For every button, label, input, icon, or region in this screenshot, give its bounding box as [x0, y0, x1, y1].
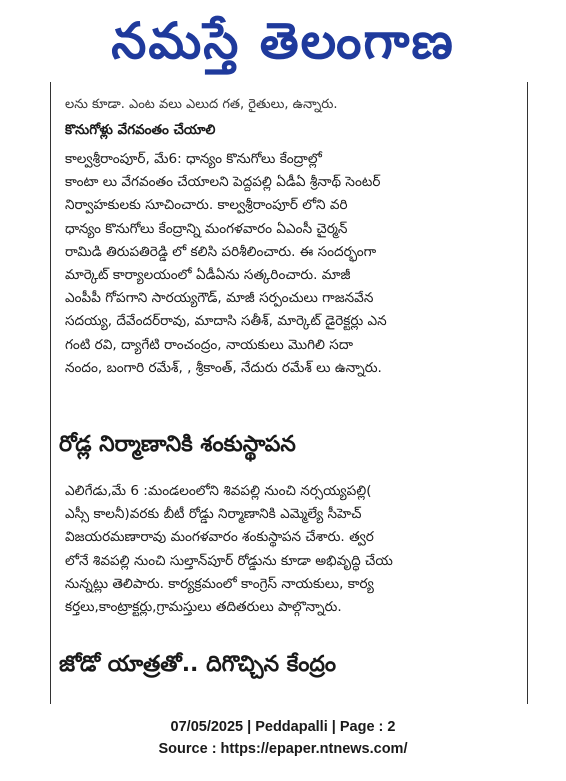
- text-line: నందం, బంగారి రమేశ్, , శ్రీకాంత్, నేదురు రమేశ్ లు ఉన్నారు.: [65, 359, 382, 376]
- article-headline-1: రోడ్ల నిర్మాణానికి శంకుస్థాపన: [59, 432, 296, 457]
- article-paragraph-2: [65, 480, 511, 619]
- article-headline-2: జోడో యాత్రతో.. దిగొచ్చిన కేంద్రం: [59, 652, 337, 677]
- footer-date-edition: 07/05/2025 | Peddapalli | Page : 2: [170, 719, 396, 735]
- text-line: రామిడి తిరుపతిరెడ్డి లో కలిసి పరిశీలించారు. ఈ సందర్భంగా: [65, 243, 377, 260]
- article-subheading: కొనుగోళ్లు వేగవంతం చేయాలి: [65, 122, 216, 138]
- text-line: ఎలిగేడు,మే 6 :మండలంలోని శివపల్లి నుంచి నర్సయ్యపల్లి(: [65, 483, 372, 499]
- text-line: కర్తలు,కాంట్రాక్టర్లు,గ్రామస్తులు తదితరులు పాల్గొన్నారు.: [65, 599, 342, 616]
- text-line: సదయ్య, దేవేందర్‌రావు, మాదాసి సతీశ్, మార్కెట్ డైరెక్టర్లు ఎన: [65, 313, 387, 330]
- text-line: ధాన్యం కొనుగోలు కేంద్రాన్ని మంగళవారం ఏఎంసీ చైర్మన్: [65, 220, 348, 237]
- text-line: మార్కెట్ కార్యాలయంలో ఏడీఏను సత్కరించారు. మాజీ: [65, 267, 351, 284]
- text-line: ఎంపీపీ గోపగాని సారయ్యగౌడ్, మాజీ సర్పంచులు గాజనవేన: [65, 290, 374, 307]
- text-line: నున్నట్లు తెలిపారు. కార్యక్రమంలో కాంగ్రెస్ నాయకులు, కార్య: [65, 575, 374, 592]
- text-line: ఎస్సీ కాలనీ)వరకు బీటీ రోడ్డు నిర్మాణానికి ఎమ్మెల్యే సీహెచ్: [65, 506, 362, 523]
- text-line: విజయరమణారావు మంగళవారం శంకుస్థాపన చేశారు. త్వర: [65, 529, 374, 546]
- newspaper-logo: నమస్తే తెలంగాణ: [111, 12, 455, 70]
- text-line: కాల్వశ్రీరాంపూర్, మే6: ధాన్యం కొనుగోలు కేంద్రాల్లో: [65, 151, 322, 167]
- footer-source: Source : https://epaper.ntnews.com/: [158, 741, 408, 757]
- text-line: గంటి రవి, ద్యాగేటి రాంచంద్రం, నాయకులు మొగిలి సదా: [65, 336, 353, 353]
- masthead: [0, 0, 566, 80]
- text-line: కాంటా లు వేగవంతం చేయాలని పెద్దపల్లి ఏడీఏ శ్రీనాథ్ సెంటర్: [65, 174, 381, 191]
- text-line: నిర్వాహకులకు సూచించారు. కాల్వశ్రీరాంపూర్ లోని వరి: [65, 197, 348, 214]
- news-clipping: [50, 82, 528, 704]
- text-line: లోనే శివపల్లి నుంచి సుల్తాన్‌పూర్ రోడ్డును కూడా అభివృద్ధి చేయ: [65, 552, 393, 569]
- article-paragraph-1: [65, 148, 511, 380]
- cut-off-text-line: లను కూడా. ఎంట వలు ఎలుద గత, రైతులు, ఉన్నారు.: [65, 97, 338, 112]
